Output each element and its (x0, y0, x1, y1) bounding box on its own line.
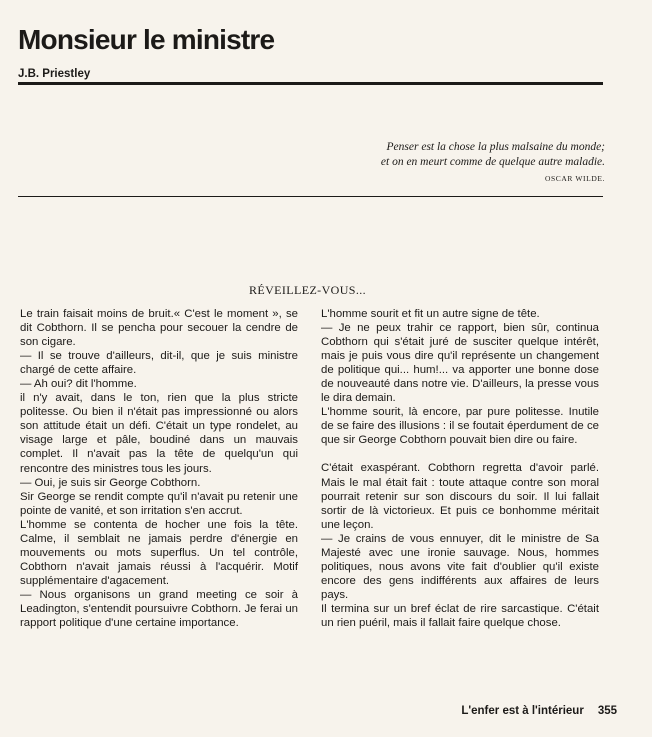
epigraph-line: et on en meurt comme de quelque autre maladie. (380, 156, 605, 168)
paragraph: Sir George se rendit compte qu'il n'avait pu retenir une pointe de vanité, et son irritation s'en accrut. (20, 490, 298, 517)
paragraph: Il termina sur un bref éclat de rire sarcastique. C'était un rien puéril, mais il fallait faire quelque chose. (321, 602, 599, 629)
paragraph: L'homme sourit et fit un autre signe de tête. (321, 308, 540, 320)
paragraph: — Nous organisons un grand meeting ce soir à Leadington, s'entendit poursuivre Cobthorn. Je ferai un rapport politique d'une certaine importance. (20, 588, 298, 630)
epigraph-attribution: OSCAR WILDE. (545, 174, 605, 183)
paragraph: — Je crains de vous ennuyer, dit le ministre de Sa Majesté avec une ironie sauvage. Nous, hommes politiques, nous avons vite fait d'oublier qu'il existe encore des gens indifférents aux affaires de leurs pays. (321, 532, 599, 601)
section-heading: RÉVEILLEZ-VOUS... (248, 283, 367, 297)
right-column (321, 307, 599, 630)
page-title: Monsieur le ministre (18, 24, 275, 55)
paragraph: L'homme sourit, là encore, par pure politesse. Inutile de se faire des illusions : il se foutait éperdument de ce que sir George Cobthorn pouvait bien dire ou faire. (321, 406, 599, 447)
epigraph-line: Penser est la chose la plus malsaine du monde; (386, 141, 605, 153)
paragraph: — Il se trouve d'ailleurs, dit-il, que je suis ministre chargé de cette affaire. (20, 350, 298, 377)
section-rule (18, 196, 603, 197)
paragraph: il n'y avait, dans le ton, rien que la plus stricte politesse. Ou bien il n'était pas impressionné ou alors son attitude était un défi. C'était un type rondelet, au visage large et pâle, boudiné dans un mauvais complet. Il n'avait pas la tête de quelqu'un qui rencontre des ministres tous les jours. (20, 392, 298, 475)
paragraph: C'était exaspérant. Cobthorn regretta d'avoir parlé. Mais le mal était fait : toute attaque contre son moral pourrait retenir sur son discours du soir. Il lui fallait sortir de là victorieux. Et puis ce bonhomme méritait une leçon. (321, 462, 599, 531)
author-name: J.B. Priestley (18, 68, 91, 80)
paragraph: Le train faisait moins de bruit.« C'est le moment », se dit Cobthorn. Il se pencha pour secouer la cendre de son cigare. (20, 308, 298, 349)
title-rule (18, 82, 603, 85)
page-footer (461, 705, 617, 717)
epigraph (275, 140, 605, 186)
running-title: L'enfer est à l'intérieur (461, 705, 584, 717)
paragraph: — Ah oui? dit l'homme. (20, 378, 137, 391)
paragraph: L'homme se contenta de hocher une fois la tête. Calme, il semblait ne jamais perdre d'énergie en mouvements ou mots superflus. Un tel contrôle, Cobthorn n'avait jamais réussi à l'acquérir. Motif supplémentaire d'agacement. (20, 518, 298, 587)
page-number: 355 (597, 705, 617, 717)
paragraph: — Oui, je suis sir George Cobthorn. (20, 476, 201, 489)
left-column (20, 307, 298, 630)
paragraph: — Je ne peux trahir ce rapport, bien sûr, continua Cobthorn qui s'était juré de susciter quelque intérêt, mais je puis vous dire qu'il représente un changement de politique qui... hum!... va apporter une bonne dose de nouveauté dans notre vie. D'ailleurs, la presse vous le dira demain. (321, 322, 599, 405)
